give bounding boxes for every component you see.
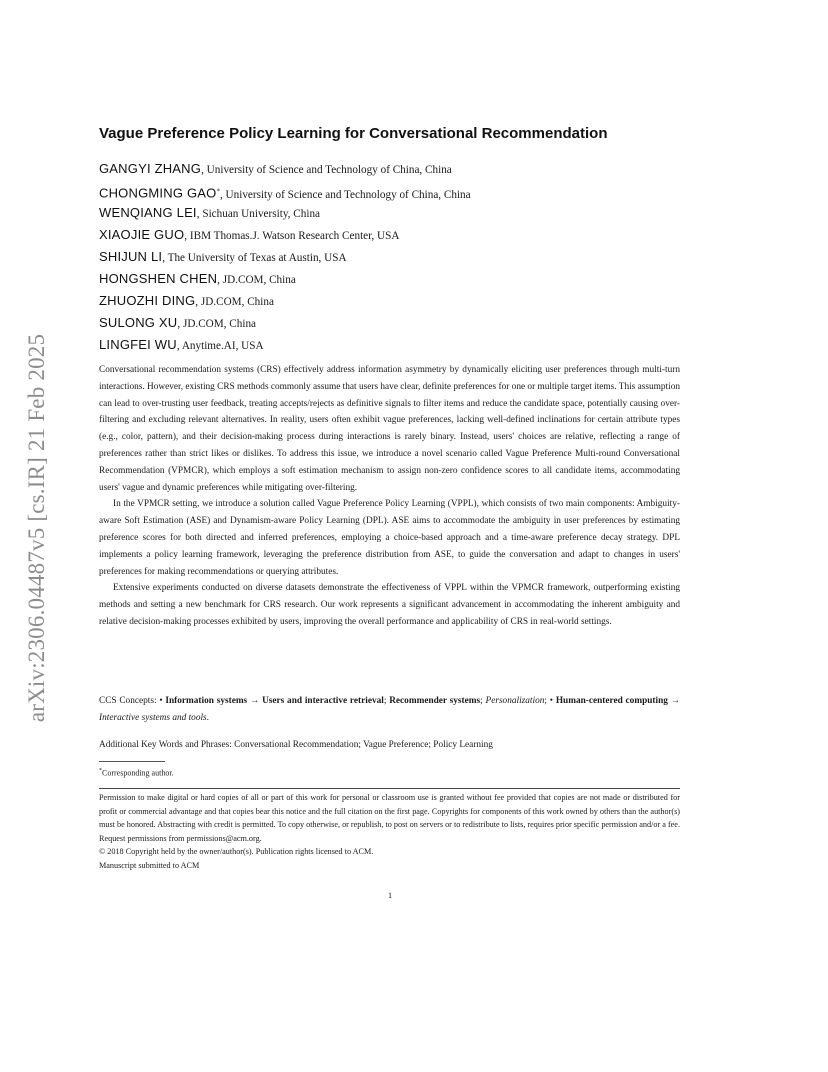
abstract-paragraph: Extensive experiments conducted on diverse datasets demonstrate the effectiveness of VPPL within the VPMCR framework, outperforming existing methods and setting a new benchmark for CRS research. Our work represents a significant advancement in accommodating the inherent ambiguity and relative decision-making processes exhibited by users, improving the overall performance and applicability of CRS in real-world settings. — [99, 583, 680, 627]
ccs-arrow: → — [667, 696, 681, 706]
author-entry: SULONG XU, JD.COM, China — [99, 315, 257, 330]
author-name: ZHUOZHI DING — [99, 293, 196, 308]
author-entry: ZHUOZHI DING, JD.COM, China — [99, 293, 274, 308]
keywords: Additional Key Words and Phrases: Conversational Recommendation; Vague Preference; Policy Learning — [99, 740, 493, 750]
ccs-concepts — [99, 693, 680, 727]
author-entry: WENQIANG LEI, Sichuan University, China — [99, 205, 321, 220]
permission-divider — [99, 788, 680, 789]
arxiv-identifier: arXiv:2306.04487v5 [cs.IR] 21 Feb 2025 — [24, 333, 49, 722]
author-entry: LINGFEI WU, Anytime.AI, USA — [99, 337, 264, 352]
author-entry: GANGYI ZHANG, University of Science and Technology of China, China — [99, 161, 452, 176]
author-affiliation: JD.COM, China — [222, 274, 296, 286]
author-name: HONGSHEN CHEN — [99, 271, 218, 286]
ccs-term: Personalization — [485, 696, 545, 706]
author-affiliation: JD.COM, China — [200, 296, 274, 308]
author-name: SULONG XU — [99, 315, 178, 330]
author-name: XIAOJIE GUO — [99, 227, 185, 242]
ccs-term: Information systems — [165, 696, 248, 706]
page-number: 1 — [387, 891, 393, 900]
copyright-line: © 2018 Copyright held by the owner/author(s). Publication rights licensed to ACM. — [99, 847, 374, 856]
author-name: CHONGMING GAO — [99, 185, 217, 201]
author-entry: CHONGMING GAO*, University of Science and Technology of China, China — [99, 185, 471, 201]
author-affiliation: The University of Texas at Austin, USA — [167, 252, 347, 264]
author-name: LINGFEI WU — [99, 337, 177, 352]
manuscript-line: Manuscript submitted to ACM — [99, 861, 200, 870]
ccs-term: Recommender systems — [389, 696, 481, 706]
corresponding-author-mark: * — [216, 187, 220, 195]
abstract-paragraph: Conversational recommendation systems (CRS) effectively address information asymmetry by dynamically eliciting user preferences through multi-turn interactions. However, existing CRS methods commonly assume that users have clear, definite preferences for one or multiple target items. This assumption can lead to over-trusting user feedback, treating accepts/rejects as definitive signals to filter items and reduce the candidate space, potentially causing over-filtering and excluding relevant alternatives. In reality, users often exhibit vague preferences, lacking well-defined inclinations for certain attribute types (e.g., color, pattern), and their decision-making process during interactions is rarely binary. Instead, users' choices are relative, reflecting a range of preferences rather than strict likes or dislikes. To address this issue, we introduce a novel scenario called Vague Preference Multi-round Conversational Recommendation (VPMCR), which employs a soft estimation mechanism to assign non-zero confidence scores to all candidate items, accommodating users' vague and dynamic preferences while mitigating over-filtering. — [99, 365, 680, 493]
abstract — [99, 362, 680, 631]
ccs-separator: ; • — [544, 696, 556, 706]
ccs-prefix: CCS Concepts: • — [99, 696, 166, 706]
arxiv-side-stamp — [20, 295, 54, 760]
footnote-text: Corresponding author. — [102, 768, 174, 778]
ccs-separator: ; — [480, 696, 486, 706]
author-entry: HONGSHEN CHEN, JD.COM, China — [99, 271, 296, 286]
ccs-term: Human-centered computing — [555, 696, 668, 706]
footnote — [99, 765, 174, 780]
ccs-separator: ; — [383, 696, 390, 706]
author-name: SHIJUN LI — [99, 249, 163, 264]
ccs-end: . — [206, 712, 209, 723]
author-affiliation: Anytime.AI, USA — [181, 340, 264, 352]
ccs-arrow: → — [247, 696, 263, 706]
author-name: WENQIANG LEI — [99, 205, 197, 220]
author-affiliation: IBM Thomas.J. Watson Research Center, USA — [189, 230, 400, 242]
footnote-divider — [99, 761, 165, 762]
ccs-term: Users and interactive retrieval — [262, 696, 384, 706]
author-name: GANGYI ZHANG — [99, 161, 202, 176]
abstract-paragraph: In the VPMCR setting, we introduce a solution called Vague Preference Policy Learning (VPPL), which consists of two main components: Ambiguity-aware Soft Estimation (ASE) and Dynamism-aware Policy Learning (DPL). ASE aims to accommodate the ambiguity in user preferences by estimating preference scores for both directed and inferred preferences, employing a choice-based approach and a time-aware preference decay strategy. DPL implements a policy learning framework, leveraging the preference distribution from ASE, to guide the conversation and adapt to changes in users' preferences for making recommendations or querying attributes. — [99, 499, 680, 577]
author-affiliation: JD.COM, China — [182, 318, 257, 330]
footnote-mark: * — [99, 768, 102, 774]
ccs-term: Interactive systems and tools — [99, 712, 207, 723]
author-entry: XIAOJIE GUO, IBM Thomas.J. Watson Research Center, USA — [99, 227, 400, 242]
author-affiliation: University of Science and Technology of China, China — [225, 188, 471, 201]
author-affiliation: Sichuan University, China — [202, 208, 321, 220]
paper-title: Vague Preference Policy Learning for Conversational Recommendation — [99, 125, 608, 142]
permission-notice: Permission to make digital or hard copies of all or part of this work for personal or classroom use is granted without fee provided that copies are not made or distributed for profit or commercial advantage and that copies bear this notice and the full citation on the first page. Copyrights for components of this work owned by others than the author(s) must be honored. Abstracting with credit is permitted. To copy otherwise, or republish, to post on servers or to redistribute to lists, requires prior specific permission and/or a fee. Request permissions from permissions@acm.org. — [99, 793, 680, 844]
author-entry: SHIJUN LI, The University of Texas at Austin, USA — [99, 249, 347, 264]
author-affiliation: University of Science and Technology of China, China — [206, 164, 452, 176]
author-list — [99, 160, 739, 358]
